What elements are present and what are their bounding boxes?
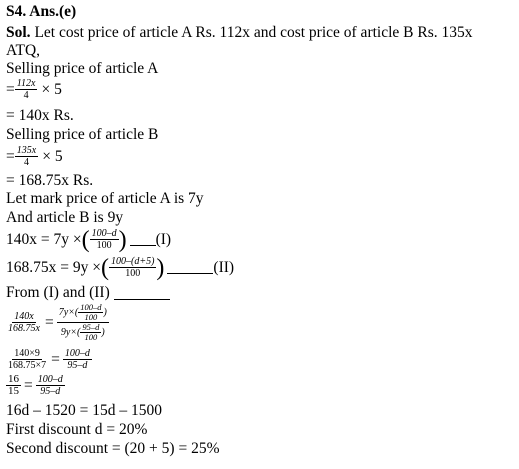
fraction-denominator: 15 [8, 385, 19, 397]
sp-a-fraction [15, 78, 38, 101]
times-five: × 5 [41, 80, 62, 98]
from-statement [6, 284, 170, 302]
fraction-numerator: 140x [14, 311, 34, 322]
ratio-one [6, 303, 109, 342]
r3-right-fraction [36, 374, 65, 397]
r2-right-fraction [63, 348, 92, 371]
fraction-numerator: 100–d [91, 228, 117, 239]
mark-price-a: Let mark price of article A is 7y [6, 190, 204, 207]
underline-blank [167, 261, 213, 274]
fraction-numerator: 7y× ( $\frac{100-d}{100}$ ) [58, 302, 107, 322]
linear-equation: 16d – 1520 = 15d – 1500 [6, 402, 162, 419]
eq2-tag: (II) [213, 258, 235, 276]
fraction-denominator: 95–d [67, 360, 88, 371]
eq1-tag: (I) [155, 230, 172, 248]
sp-a-expression [6, 78, 62, 101]
r2-left-fraction [6, 348, 48, 371]
r3-left-fraction [6, 374, 21, 397]
sp-b-expression [6, 145, 63, 168]
sol-label: Sol. [6, 24, 31, 41]
atq-text: ATQ, [6, 42, 41, 59]
second-discount: Second discount = (20 + 5) = 25% [6, 440, 220, 457]
fraction-denominator: 95–d [40, 386, 61, 397]
equals-sign: = [6, 80, 15, 98]
fraction-denominator: 168.75×7 [8, 360, 47, 371]
answer-heading: S4. Ans.(e) [6, 3, 77, 20]
eq1-fraction [90, 228, 119, 251]
sp-a-label: Selling price of article A [6, 60, 159, 77]
eq1-lhs: 140x = 7y × [6, 230, 82, 248]
r1-right-fraction [57, 303, 109, 342]
underline-blank [114, 287, 170, 300]
fraction-denominator: 4 [23, 90, 29, 101]
sp-b-label: Selling price of article B [6, 126, 159, 143]
fraction-denominator: 100 [96, 240, 112, 251]
r1-left-fraction [6, 311, 42, 334]
equation-one: 140x = 7y × ( $\frac{100-d}{100}$ ) (I) [6, 226, 172, 253]
fraction-numerator: 100–d [64, 348, 90, 359]
sp-b-fraction [15, 145, 38, 168]
first-discount: First discount d = 20% [6, 421, 148, 438]
equals-sign: = [6, 147, 15, 165]
underline-blank [130, 233, 156, 246]
sol-text: Let cost price of article A Rs. 112x and cost price of article B Rs. 135x [34, 24, 473, 41]
times-five: × 5 [42, 147, 63, 165]
fraction-denominator: 4 [23, 157, 29, 168]
fraction-denominator: 100 [125, 268, 141, 279]
equals-sign: = [44, 313, 54, 331]
fraction-numerator: 100–(d+5) [110, 256, 155, 267]
sp-b-result: = 168.75x Rs. [6, 172, 94, 189]
fraction-numerator: 112x [16, 78, 36, 89]
equals-sign: = [24, 376, 33, 394]
sp-a-result: = 140x Rs. [6, 107, 74, 124]
eq2-lhs: 168.75x = 9y × [6, 258, 101, 276]
fraction-numerator: 140×9 [14, 348, 40, 359]
equals-sign: = [51, 350, 60, 368]
fraction-numerator: 16 [8, 373, 19, 385]
fraction-denominator: 168.75x [8, 323, 40, 334]
mark-price-b: And article B is 9y [6, 209, 124, 226]
fraction-denominator: 9y× ( $\frac{95-d}{100}$ ) [60, 322, 105, 342]
ratio-two [6, 348, 92, 371]
equation-two: 168.75x = 9y × ( $\frac{100-(d+5)}{100}$ ) (II) [6, 254, 235, 281]
ratio-three [6, 374, 65, 397]
eq2-fraction [109, 256, 156, 279]
from-text: From (I) and (II) [6, 284, 110, 301]
fraction-numerator: 100–d [37, 374, 63, 385]
fraction-numerator: 135x [16, 145, 37, 156]
solution-intro [6, 24, 473, 42]
